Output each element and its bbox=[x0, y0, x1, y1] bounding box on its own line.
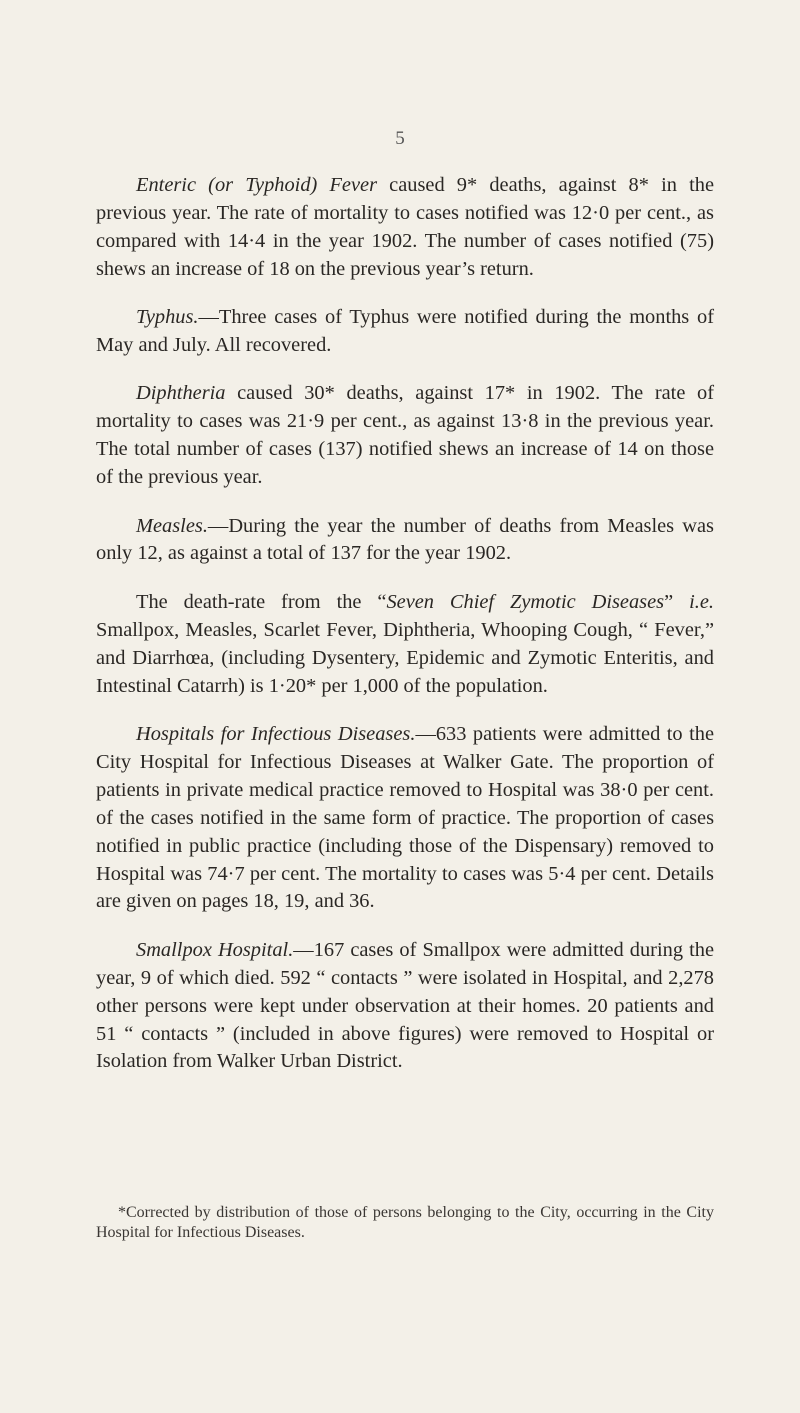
text-typhus: —Three cases of Typhus were notified during the months of May and July. All recovered. bbox=[96, 306, 714, 357]
paragraph-zymotic-diseases bbox=[96, 589, 714, 701]
intro-zymotic: The death-rate from the “ bbox=[136, 590, 387, 613]
paragraph-smallpox-hospital bbox=[96, 937, 714, 1077]
footnote: *Corrected by distribution of those of persons belonging to the City, occurring in the City Hospital for Infectious Diseases. bbox=[96, 1204, 714, 1241]
paragraph-diphtheria bbox=[96, 380, 714, 492]
heading-diphtheria: Diphtheria bbox=[136, 382, 226, 405]
heading-enteric-fever: Enteric (or Typhoid) Fever bbox=[136, 174, 378, 196]
body-text bbox=[96, 172, 714, 1097]
heading-smallpox-hospital: Smallpox Hospital. bbox=[136, 938, 294, 961]
text-enteric-fever: caused 9* deaths, against 8* in the previous year. The rate of mortality to cases notified was 12·0 per cent., as compared with 14·4 in the year 1902. The number of cases notified (75) shews an increase of 18 on the previous year’s return. bbox=[96, 174, 714, 280]
paragraph-enteric-fever bbox=[96, 172, 714, 284]
paragraph-hospitals bbox=[96, 721, 714, 916]
text-smallpox-hospital: —167 cases of Smallpox were admitted during the year, 9 of which died. 592 “ contacts ” were isolated in Hospital, and 2,278 other persons were kept under observation at their homes. 20 patients and 51 “ contacts ” (included in above figures) were removed to Hospital or Isolation from Walker Urban District. bbox=[96, 938, 714, 1073]
heading-zymotic: Seven Chief Zymotic Diseases bbox=[386, 590, 665, 613]
heading-measles: Measles. bbox=[136, 514, 208, 537]
heading-typhus: Typhus. bbox=[136, 306, 199, 329]
paragraph-typhus bbox=[96, 304, 714, 360]
text-measles: —During the year the number of deaths from Measles was only 12, as against a total of 137 for the year 1902. bbox=[96, 514, 714, 565]
text-zymotic: Smallpox, Measles, Scarlet Fever, Diphtheria, Whooping Cough, “ Fever,” and Diarrhœa, (including Dysentery, Epidemic and Zymotic Enteritis, and Intestinal Catarrh) is 1·20* per 1,000 of the population. bbox=[96, 618, 714, 697]
paragraph-measles bbox=[96, 513, 714, 569]
text-diphtheria: caused 30* deaths, against 17* in 1902. The rate of mortality to cases was 21·9 per cent., as against 13·8 in the previous year. The total number of cases (137) notified shews an increase of 14 on those of the previous year. bbox=[96, 382, 714, 489]
text-hospitals: —633 patients were admitted to the City Hospital for Infectious Diseases at Walker Gate. The proportion of patients in private medical practice removed to Hospital was 38·0 per cent. of the cases notified in the same form of practice. The proportion of cases notified in public practice (including those of the Dispensary) removed to Hospital was 74·7 per cent. The mortality to cases was 5·4 per cent. Details are given on pages 18, 19, and 36. bbox=[96, 723, 715, 913]
page-number: 5 bbox=[395, 128, 405, 149]
ie-abbreviation: i.e. bbox=[689, 590, 714, 613]
heading-hospitals: Hospitals for Infectious Diseases. bbox=[136, 723, 416, 745]
quote-close-zymotic: ” bbox=[664, 590, 690, 613]
